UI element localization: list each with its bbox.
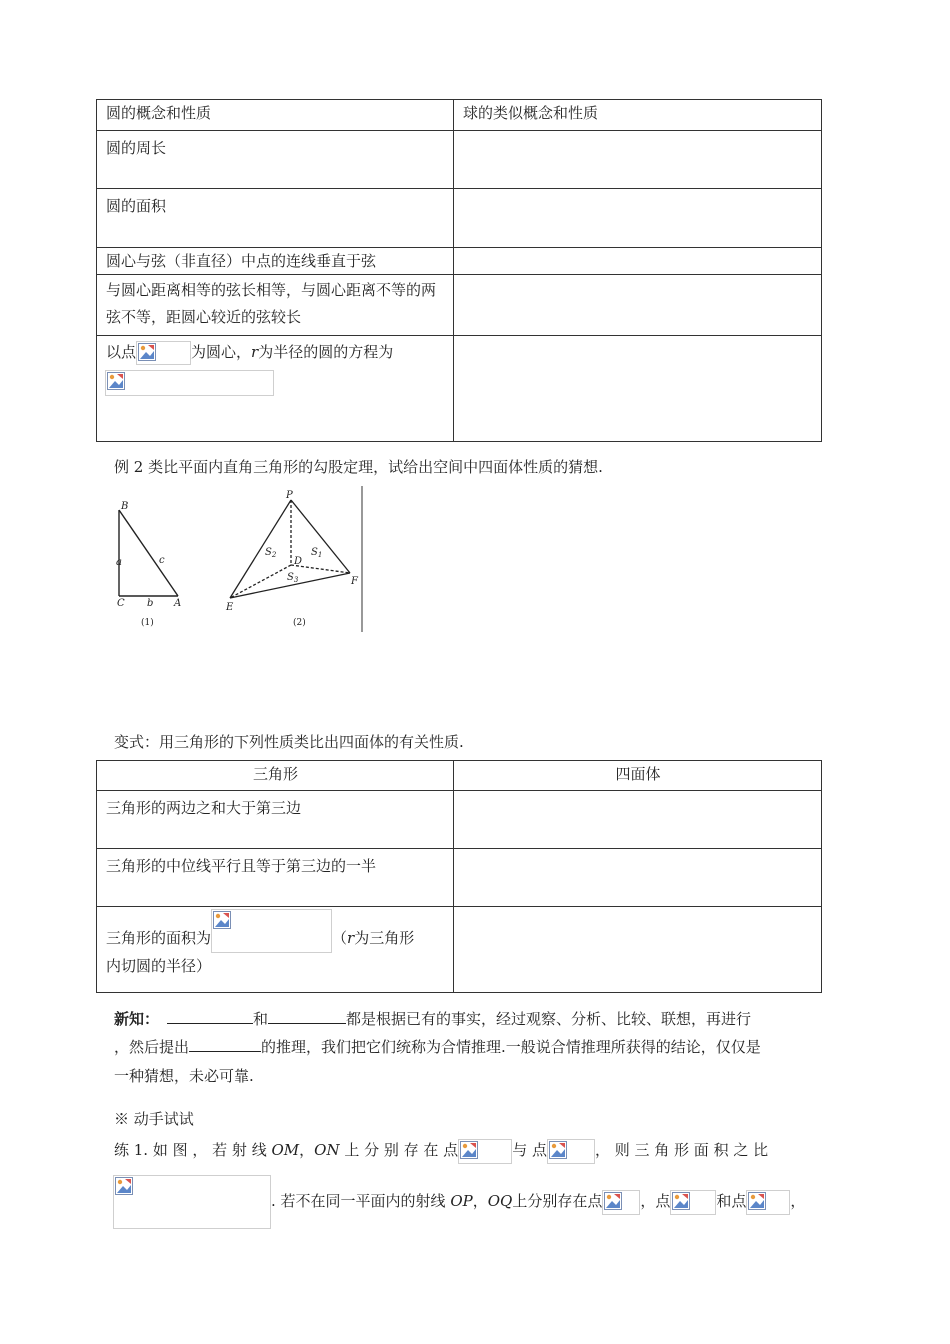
label-S3: $S_3$ bbox=[287, 572, 299, 584]
table-cell-empty bbox=[454, 248, 822, 275]
table-header: 三角形 bbox=[97, 761, 454, 791]
triangle-tetrahedron-table bbox=[96, 760, 822, 993]
label-b: b bbox=[147, 598, 154, 609]
broken-image-icon bbox=[672, 1192, 690, 1210]
formula-image bbox=[211, 909, 332, 953]
table-cell-empty bbox=[454, 907, 822, 993]
circle-sphere-table bbox=[96, 99, 822, 442]
broken-image-icon bbox=[549, 1141, 567, 1159]
table-header: 球的类似概念和性质 bbox=[454, 100, 822, 131]
formula-image bbox=[113, 1175, 271, 1229]
label-S2: $S_2$ bbox=[265, 547, 277, 559]
label-c: c bbox=[159, 555, 165, 566]
new-knowledge-label: 新知 bbox=[114, 1010, 145, 1028]
label-a: a bbox=[116, 557, 122, 568]
new-knowledge-line3: 一种猜想，未必可靠. bbox=[114, 1067, 254, 1085]
example-2-text: 例 2 类比平面内直角三角形的勾股定理，试给出空间中四面体性质的猜想. bbox=[114, 458, 603, 476]
label-P: P bbox=[286, 490, 293, 501]
label-A: A bbox=[174, 598, 182, 609]
label-S1: $S_1$ bbox=[311, 547, 323, 559]
label-B: B bbox=[121, 501, 129, 512]
table-cell: 与圆心距离相等的弦长相等，与圆心距离不等的两弦不等，距圆心较近的弦较长 bbox=[97, 275, 454, 336]
broken-image-icon bbox=[107, 372, 125, 390]
fill-blank[interactable] bbox=[268, 1008, 346, 1024]
table-cell: 以点 为圆心，r为半径的圆的方程为 bbox=[97, 336, 454, 442]
figure-caption-2: (2) bbox=[293, 618, 306, 628]
table-cell: 圆的周长 bbox=[97, 131, 454, 189]
label-D: D bbox=[294, 556, 303, 567]
table-cell-empty bbox=[454, 849, 822, 907]
broken-image-icon bbox=[115, 1177, 133, 1195]
table-cell-empty bbox=[454, 275, 822, 336]
table-cell: 三角形的面积为 （r为三角形 内切圆的半径） bbox=[97, 907, 454, 993]
table-cell: 三角形的两边之和大于第三边 bbox=[97, 791, 454, 849]
label-E: E bbox=[226, 602, 234, 613]
broken-image-icon bbox=[138, 343, 156, 361]
practice-title: ※ 动手试试 bbox=[114, 1110, 194, 1128]
table-header: 圆的概念和性质 bbox=[97, 100, 454, 131]
table-cell: 圆的面积 bbox=[97, 189, 454, 248]
formula-image bbox=[458, 1139, 512, 1164]
label-F: F bbox=[351, 576, 358, 587]
triangle-tetrahedron-figure bbox=[112, 486, 368, 636]
label-C: C bbox=[117, 598, 125, 609]
right-triangle-figure bbox=[119, 510, 178, 596]
table-cell: 圆心与弦（非直径）中点的连线垂直于弦 bbox=[97, 248, 454, 275]
exercise-1-line2: . 若不在同一平面内的射线 OP，OQ上分别存在点 ，点 和点 ， bbox=[271, 1188, 805, 1215]
broken-image-icon bbox=[460, 1141, 478, 1159]
formula-image bbox=[547, 1139, 595, 1164]
table-header: 四面体 bbox=[454, 761, 822, 791]
broken-image-icon bbox=[213, 911, 231, 929]
table-cell-empty bbox=[454, 791, 822, 849]
new-knowledge-paragraph: 新知： 和 都是根据已有的事实，经过观察、分析、比较、联想，再进行 ，然后提出 的推理，我们把它们统称为合情推理.一般说合情推理所获得的结论，仅仅是 一种猜想，未必可靠. bbox=[114, 1006, 844, 1090]
exercise-1-line1: 练 1. 如 图 ， 若 射 线 OM，ON 上 分 别 存 在 点 与 点 ， 则 三 角 形 面 积 之 比 bbox=[114, 1137, 844, 1164]
variant-text: 变式：用三角形的下列性质类比出四面体的有关性质. bbox=[114, 733, 464, 751]
formula-image bbox=[746, 1190, 790, 1215]
broken-image-icon bbox=[604, 1192, 622, 1210]
formula-image bbox=[136, 341, 191, 365]
fill-blank[interactable] bbox=[167, 1008, 253, 1024]
figure-caption-1: (1) bbox=[141, 618, 154, 628]
fill-blank[interactable] bbox=[189, 1036, 261, 1052]
table-cell-empty bbox=[454, 189, 822, 248]
tetrahedron-figure bbox=[230, 500, 350, 598]
table-cell: 三角形的中位线平行且等于第三边的一半 bbox=[97, 849, 454, 907]
table-cell-empty bbox=[454, 131, 822, 189]
formula-image bbox=[602, 1190, 640, 1215]
broken-image-icon bbox=[748, 1192, 766, 1210]
table-cell-empty bbox=[454, 336, 822, 442]
formula-image bbox=[670, 1190, 716, 1215]
formula-image bbox=[105, 370, 274, 396]
